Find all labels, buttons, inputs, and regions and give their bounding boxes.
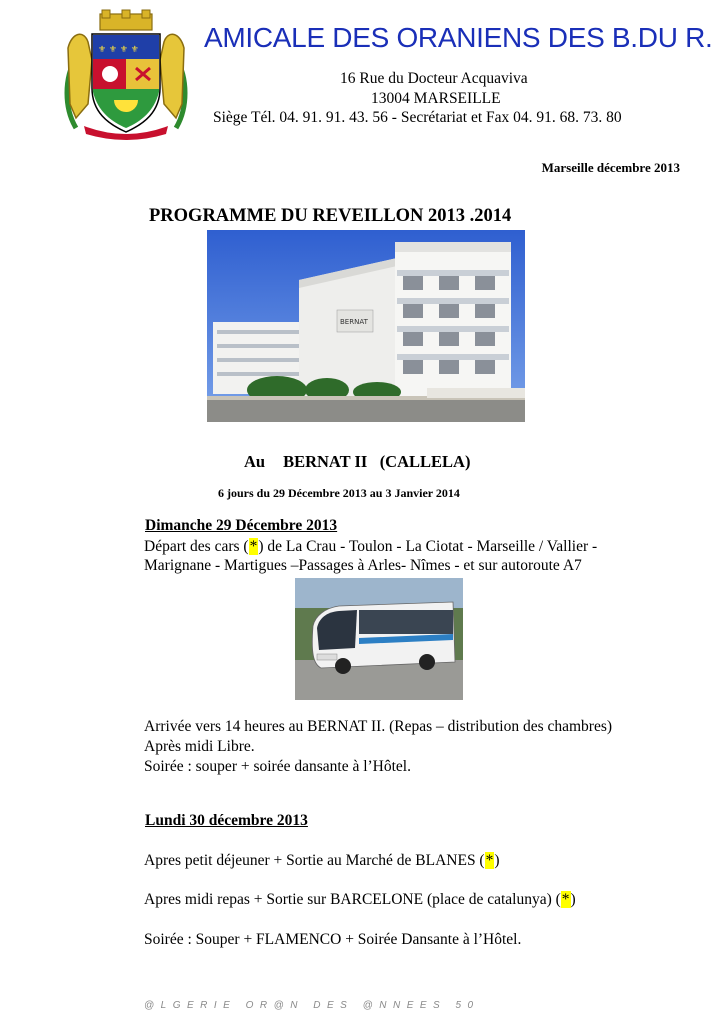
day2-afternoon-close: ): [570, 891, 576, 908]
phone-line: Siège Tél. 04. 91. 91. 43. 56 - Secrétariat et Fax 04. 91. 68. 73. 80: [213, 109, 622, 126]
address-city: 13004 MARSEILLE: [371, 90, 501, 107]
day1-heading: Dimanche 29 Décembre 2013: [145, 517, 338, 534]
date-line: Marseille décembre 2013: [541, 160, 680, 175]
day1-departure-end: ) de La Crau - Toulon - La Ciotat - Marseille / Vallier -: [258, 538, 598, 555]
day2-heading: Lundi 30 décembre 2013: [145, 812, 308, 829]
hotel-sign: BERNAT: [340, 318, 368, 326]
highlight-star: *: [561, 891, 570, 908]
day1-route: Marignane - Martigues –Passages à Arles- Nîmes - et sur autoroute A7: [144, 557, 582, 574]
footer-watermark: @LGERIE OR@N DES @NNEES 50: [144, 1000, 480, 1011]
crest-logo: [62, 8, 190, 140]
org-title: AMICALE DES ORANIENS DES B.DU R.: [204, 22, 713, 53]
day2-morning-text: Apres petit déjeuner + Sortie au Marché de BLANES (: [144, 852, 485, 869]
hotel-line: [244, 452, 470, 472]
stay-dates: 6 jours du 29 Décembre 2013 au 3 Janvier 2014: [218, 486, 460, 500]
day1-arrival: Arrivée vers 14 heures au BERNAT II. (Repas – distribution des chambres): [144, 718, 613, 735]
highlight-star: *: [249, 538, 258, 555]
day1-evening: Soirée : souper + soirée dansante à l’Hôtel.: [144, 758, 411, 775]
day2-afternoon-text: Apres midi repas + Sortie sur BARCELONE (place de catalunya) (: [144, 891, 561, 908]
day2-morning: [144, 851, 500, 870]
bus-photo: [295, 578, 463, 700]
day2-evening: Soirée : Souper + FLAMENCO + Soirée Dansante à l’Hôtel.: [144, 931, 522, 948]
day1-afternoon: Après midi Libre.: [144, 738, 255, 755]
svg-text:⚜ ⚜ ⚜ ⚜: ⚜ ⚜ ⚜ ⚜: [98, 45, 139, 55]
hotel-place: (CALLELA): [379, 452, 471, 471]
day2-morning-close: ): [494, 852, 500, 869]
hotel-photo: [207, 230, 525, 422]
day1-departure-start: Départ des cars (: [144, 538, 249, 555]
program-title: PROGRAMME DU REVEILLON 2013 .2014: [149, 206, 512, 226]
address-street: 16 Rue du Docteur Acquaviva: [340, 70, 528, 87]
hotel-name: BERNAT II: [283, 452, 368, 471]
day1-departure: [144, 537, 597, 556]
day2-afternoon: [144, 890, 576, 909]
highlight-star: *: [485, 852, 494, 869]
hotel-prefix: Au: [244, 452, 266, 471]
